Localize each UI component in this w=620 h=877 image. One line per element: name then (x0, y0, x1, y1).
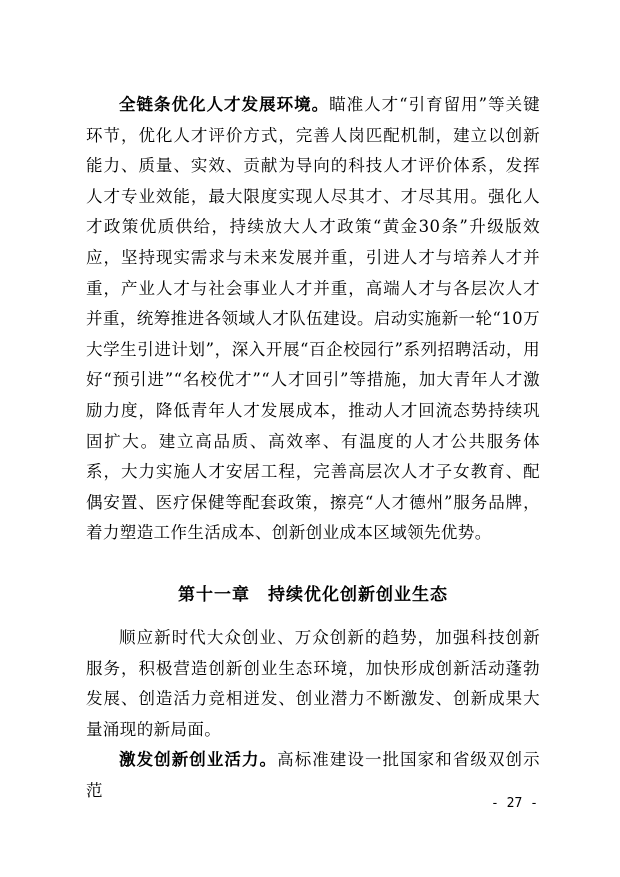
paragraph-lead: 激发创新创业活力。 (119, 750, 278, 770)
paragraph-talent-environment (86, 90, 540, 549)
paragraph-innovation-vitality (86, 745, 540, 806)
paragraph-lead: 全链条优化人才发展环境。 (119, 95, 330, 114)
body-text-top (86, 90, 540, 549)
paragraph-body: 瞄准人才“引育留用”等关键环节，优化人才评价方式，完善人岗匹配机制，建立以创新能力、质量、实效、贡献为导向的科技人才评价体系，发挥人才专业效能，最大限度实现人尽其才、才尽其用。强化人才政策优质供给，持续放大人才政策“黄金30条”升级版效应，坚持现实需求与未来发展并重，引进人才与培养人才并重，产业人才与社会事业人才并重，高端人才与各层次人才并重，统筹推进各领域人才队伍建设。启动实施新一轮“10万大学生引进计划”，深入开展“百企校园行”系列招聘活动，用好“预引进”“名校优才”“人才回引”等措施，加大青年人才激励力度，降低青年人才发展成本，推动人才回流态势持续巩固扩大。建立高品质、高效率、有温度的人才公共服务体系，大力实施人才安居工程，完善高层次人才子女教育、配偶安置、医疗保健等配套政策，擦亮“人才德州”服务品牌，着力塑造工作生活成本、创新创业成本区域领先优势。 (86, 95, 540, 543)
page-number: - 27 - (491, 796, 538, 811)
body-text-bottom (86, 623, 540, 807)
paragraph-body: 高标准建设一批国家和省级双创示范 (86, 750, 540, 800)
chapter-title: 第十一章 持续优化创新创业生态 (178, 585, 448, 605)
chapter-intro-paragraph: 顺应新时代大众创业、万众创新的趋势，加强科技创新服务，积极营造创新创业生态环境，加快形成创新活动蓬勃发展、创造活力竞相迸发、创业潜力不断激发、创新成果大量涌现的新局面。 (86, 628, 540, 739)
